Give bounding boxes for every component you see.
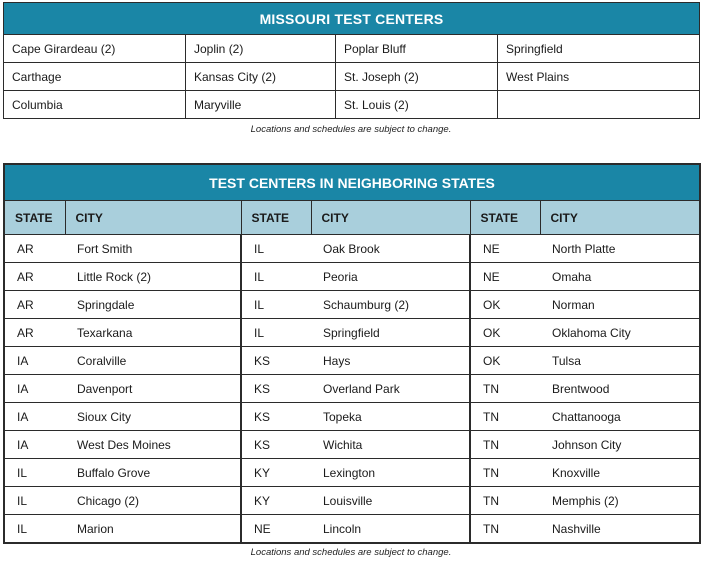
state-cell: AR (5, 235, 65, 263)
table-cell: Carthage (4, 63, 186, 91)
neighboring-table-title: TEST CENTERS IN NEIGHBORING STATES (5, 165, 699, 201)
state-cell: IL (17, 521, 28, 536)
city-cell: Wichita (311, 431, 470, 459)
state-cell: OK (470, 319, 540, 347)
neighboring-states-box (3, 163, 701, 544)
city-cell: Overland Park (311, 375, 470, 403)
state-cell: KS (241, 375, 311, 403)
state-cell: IA (5, 347, 65, 375)
table-row (5, 515, 699, 543)
state-cell: OK (470, 291, 540, 319)
table-row (5, 263, 699, 291)
disclaimer-note: Locations and schedules are subject to change. (250, 124, 452, 135)
city-cell: Nashville (552, 521, 601, 536)
city-cell: Sioux City (65, 403, 241, 431)
table-row (5, 235, 699, 263)
city-cell: Davenport (65, 375, 241, 403)
state-cell: IL (5, 487, 65, 515)
state-cell: TN (470, 375, 540, 403)
disclaimer-note: Locations and schedules are subject to change. (250, 547, 452, 558)
table-cell: Springfield (498, 35, 700, 63)
table-row (4, 91, 700, 119)
table-row (4, 35, 700, 63)
state-cell: TN (470, 431, 540, 459)
city-cell: Louisville (311, 487, 470, 515)
table-cell: Kansas City (2) (186, 63, 336, 91)
city-cell: Tulsa (540, 347, 699, 375)
state-cell: IA (5, 403, 65, 431)
table-cell: Joplin (2) (186, 35, 336, 63)
state-cell: AR (5, 263, 65, 291)
state-cell: IL (5, 459, 65, 487)
table-cell: Poplar Bluff (336, 35, 498, 63)
state-cell: NE (470, 263, 540, 291)
state-cell: NE (470, 235, 540, 263)
city-cell: Norman (540, 291, 699, 319)
state-cell: IA (5, 431, 65, 459)
city-cell: Lincoln (311, 515, 470, 543)
missouri-test-centers-table (3, 2, 700, 119)
city-cell: Schaumburg (2) (311, 291, 470, 319)
table-row (5, 319, 699, 347)
state-cell: KS (241, 403, 311, 431)
city-cell: Coralville (65, 347, 241, 375)
state-cell: KY (241, 487, 311, 515)
table-row (5, 375, 699, 403)
state-cell: TN (470, 487, 540, 515)
state-cell: NE (254, 521, 271, 536)
city-cell: Oklahoma City (540, 319, 699, 347)
table-header-row (5, 201, 699, 235)
table-cell: West Plains (498, 63, 700, 91)
table-cell (498, 91, 700, 119)
table-row (5, 291, 699, 319)
city-cell: Knoxville (540, 459, 699, 487)
state-cell: AR (5, 319, 65, 347)
state-cell: AR (5, 291, 65, 319)
city-cell: Lexington (311, 459, 470, 487)
state-cell: IL (241, 291, 311, 319)
column-header-state: STATE (5, 201, 65, 235)
city-cell: Topeka (311, 403, 470, 431)
state-cell: KS (241, 431, 311, 459)
column-header-state: STATE (241, 201, 311, 235)
city-cell: Fort Smith (65, 235, 241, 263)
state-cell: IL (241, 235, 311, 263)
table-row (5, 431, 699, 459)
missouri-table-title: MISSOURI TEST CENTERS (4, 3, 700, 35)
city-cell: Omaha (540, 263, 699, 291)
state-cell: IL (241, 319, 311, 347)
city-cell: Texarkana (65, 319, 241, 347)
city-cell: Chicago (2) (65, 487, 241, 515)
state-cell: TN (470, 459, 540, 487)
state-cell: TN (470, 403, 540, 431)
city-cell: Johnson City (540, 431, 699, 459)
column-header-city: CITY (311, 201, 470, 235)
state-cell: KS (241, 347, 311, 375)
neighboring-states-table (5, 165, 699, 542)
city-cell: Springfield (311, 319, 470, 347)
city-cell: Memphis (2) (540, 487, 699, 515)
state-cell: IA (5, 375, 65, 403)
table-row (4, 63, 700, 91)
city-cell: Little Rock (2) (65, 263, 241, 291)
table-cell: St. Joseph (2) (336, 63, 498, 91)
city-cell: Chattanooga (540, 403, 699, 431)
column-header-city: CITY (540, 201, 699, 235)
state-cell: KY (241, 459, 311, 487)
state-cell: IL (241, 263, 311, 291)
city-cell: North Platte (540, 235, 699, 263)
column-header-state: STATE (470, 201, 540, 235)
state-cell: TN (483, 521, 499, 536)
city-cell: West Des Moines (65, 431, 241, 459)
column-header-city: CITY (65, 201, 241, 235)
state-cell: OK (470, 347, 540, 375)
table-row (5, 459, 699, 487)
table-cell: St. Louis (2) (336, 91, 498, 119)
city-cell: Hays (311, 347, 470, 375)
table-row (5, 487, 699, 515)
city-cell: Marion (65, 515, 241, 543)
city-cell: Springdale (65, 291, 241, 319)
city-cell: Brentwood (540, 375, 699, 403)
table-cell: Columbia (4, 91, 186, 119)
table-cell: Maryville (186, 91, 336, 119)
city-cell: Buffalo Grove (65, 459, 241, 487)
table-row (5, 403, 699, 431)
city-cell: Peoria (311, 263, 470, 291)
table-cell: Cape Girardeau (2) (4, 35, 186, 63)
city-cell: Oak Brook (311, 235, 470, 263)
table-row (5, 347, 699, 375)
